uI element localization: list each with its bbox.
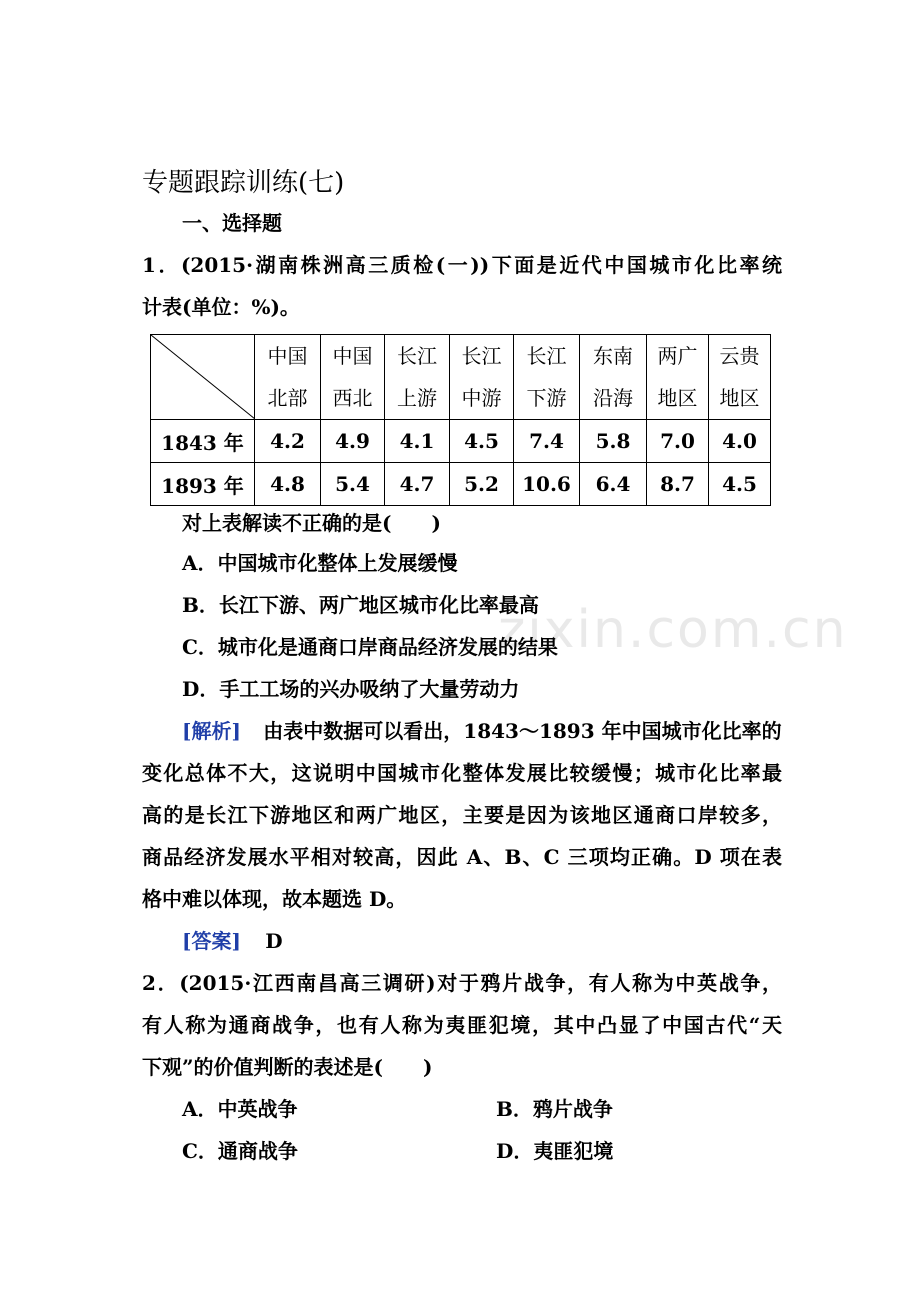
table-corner-cell	[151, 335, 255, 420]
value-cell: 8.7	[647, 463, 709, 506]
analysis-line-4: 商品经济发展水平相对较高，因此 A、B、C 三项均正确。D 项在表	[142, 845, 782, 869]
q1-stem-line-1: 1．(2015·湖南株洲高三质检(一))下面是近代中国城市化比率统	[142, 253, 782, 277]
header-cell: 中国 北部	[255, 335, 321, 420]
table-row	[151, 463, 771, 506]
analysis-label: [解析]	[182, 719, 241, 743]
table-header-row	[151, 335, 771, 420]
header-cell: 中国 西北	[321, 335, 385, 420]
q2-option-c: C．通商战争	[182, 1139, 298, 1163]
analysis-line-5: 格中难以体现，故本题选 D。	[142, 887, 407, 911]
section-heading: 一、选择题	[182, 211, 282, 235]
q2-option-a: A．中英战争	[182, 1097, 298, 1121]
q1-option-d: D．手工工场的兴办吸纳了大量劳动力	[182, 677, 520, 701]
year-cell: 1843 年	[151, 420, 255, 463]
analysis-line-2: 变化总体不大，这说明中国城市化整体发展比较缓慢；城市化比率最	[142, 761, 782, 785]
value-cell: 5.2	[450, 463, 514, 506]
q1-stem-line-2: 计表(单位：%)。	[142, 295, 300, 319]
urbanization-table	[150, 334, 771, 506]
header-cell: 长江 上游	[385, 335, 450, 420]
value-cell: 7.0	[647, 420, 709, 463]
q2-stem-line-2: 有人称为通商战争，也有人称为夷匪犯境，其中凸显了中国古代“天	[142, 1013, 782, 1037]
value-cell: 4.7	[385, 463, 450, 506]
q1-prompt: 对上表解读不正确的是( )	[182, 511, 441, 535]
q2-stem-line-1: 2．(2015·江西南昌高三调研)对于鸦片战争，有人称为中英战争，	[142, 971, 782, 995]
value-cell: 10.6	[514, 463, 580, 506]
analysis-line-3: 高的是长江下游地区和两广地区，主要是因为该地区通商口岸较多，	[142, 803, 782, 827]
value-cell: 4.2	[255, 420, 321, 463]
q2-stem-line-3: 下观”的价值判断的表述是( )	[142, 1055, 433, 1079]
q2-option-d: D．夷匪犯境	[496, 1139, 614, 1163]
doc-title: 专题跟踪训练(七)	[142, 168, 345, 198]
answer-value: D	[265, 929, 283, 953]
header-cell: 东南 沿海	[580, 335, 647, 420]
q2-option-b: B．鸦片战争	[496, 1097, 613, 1121]
value-cell: 5.4	[321, 463, 385, 506]
value-cell: 5.8	[580, 420, 647, 463]
year-cell: 1893 年	[151, 463, 255, 506]
value-cell: 4.5	[709, 463, 771, 506]
value-cell: 7.4	[514, 420, 580, 463]
value-cell: 6.4	[580, 463, 647, 506]
q1-option-b: B．长江下游、两广地区城市化比率最高	[182, 593, 539, 617]
header-cell: 长江 中游	[450, 335, 514, 420]
answer-label: [答案]	[182, 929, 241, 953]
q1-answer	[182, 926, 283, 956]
q1-option-c: C．城市化是通商口岸商品经济发展的结果	[182, 635, 558, 659]
table-row	[151, 420, 771, 463]
header-cell: 云贵 地区	[709, 335, 771, 420]
value-cell: 4.0	[709, 420, 771, 463]
analysis-line-1: 由表中数据可以看出，1843～1893 年中国城市化比率的	[263, 719, 782, 743]
header-cell: 两广 地区	[647, 335, 709, 420]
q1-analysis-first	[182, 716, 782, 746]
watermark: zixin.com.cn	[498, 600, 848, 660]
header-cell: 长江 下游	[514, 335, 580, 420]
value-cell: 4.1	[385, 420, 450, 463]
q1-option-a: A．中国城市化整体上发展缓慢	[182, 551, 458, 575]
value-cell: 4.5	[450, 420, 514, 463]
corner-diagonal	[151, 335, 255, 419]
value-cell: 4.8	[255, 463, 321, 506]
value-cell: 4.9	[321, 420, 385, 463]
